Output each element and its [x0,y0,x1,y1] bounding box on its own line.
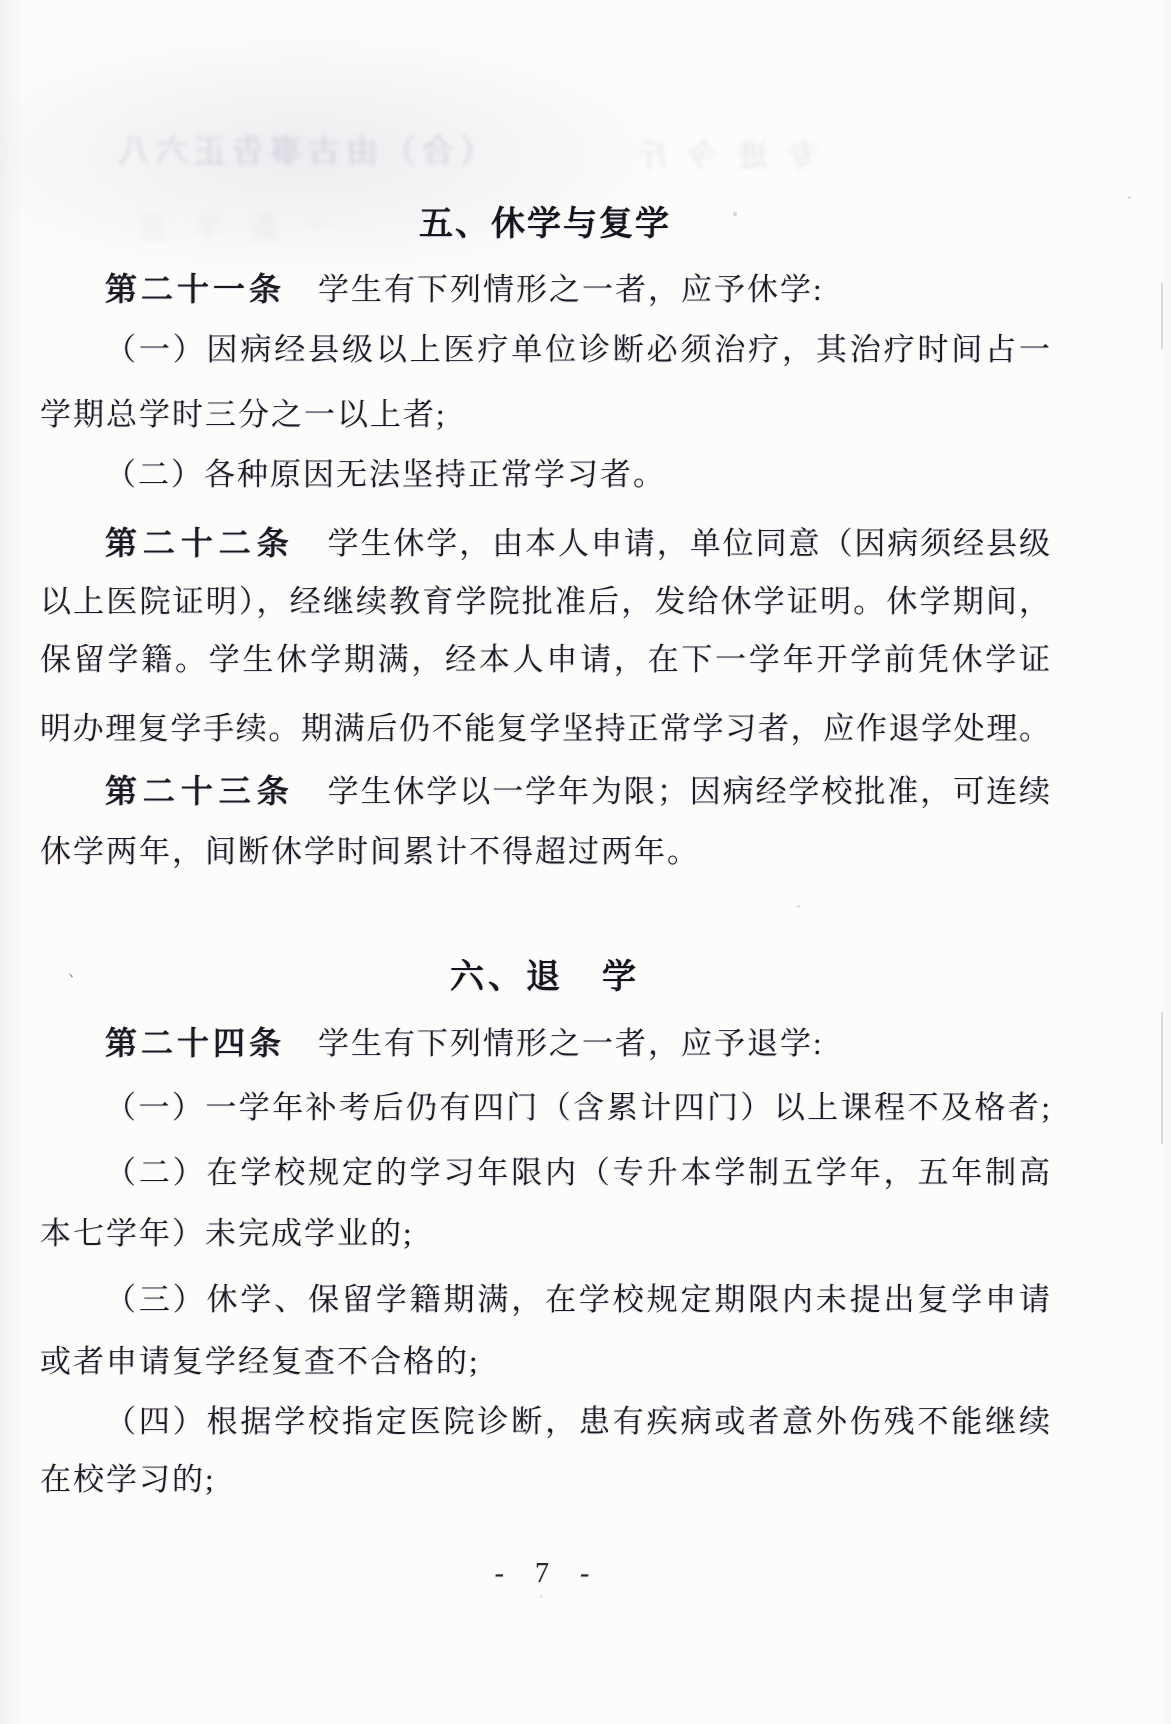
text-line [40,393,1050,437]
line-text: （二）在学校规定的学习年限内（专升本学制五学年，五年制高 [105,1155,1050,1190]
article-line [40,1021,1050,1065]
scan-speck [797,905,800,908]
stray-ink-mark: 、 [68,963,85,980]
text-line [40,707,1050,751]
line-text: 以上医院证明），经继续教育学院批准后，发给休学证明。休学期间， [40,584,1050,619]
scan-speck [1128,196,1131,199]
line-text: （四）根据学校指定医院诊断，患有疾病或者意外伤残不能继续 [105,1404,1050,1439]
line-text: （二）各种原因无法坚持正常学习者。 [105,457,666,492]
scan-speck [733,212,737,216]
text-line [40,328,1050,372]
article-number: 第二十二条 [105,525,295,561]
section-heading-rest-and-resumption: 五、休学与复学 [419,205,671,243]
article-number: 第二十三条 [105,773,295,809]
text-line [40,1400,1050,1444]
line-text: 休学两年，间断休学时间累计不得超过两年。 [40,834,700,869]
line-text: 或者申请复学经复查不合格的; [40,1344,480,1379]
text-line [40,580,1050,624]
page-number: - 7 - [494,1558,596,1589]
line-text: （一）一学年补考后仍有四门（含累计四门）以上课程不及格者; [105,1090,1050,1125]
text-line [40,1086,1050,1130]
text-line [40,1458,1050,1502]
line-text: 学生有下列情形之一者，应予休学: [285,272,824,307]
ghost-bleedthrough-text: 专进今斤 [618,140,818,173]
line-text: 学期总学时三分之一以上者; [40,397,447,432]
line-text: 学生休学，由本人申请，单位同意（因病须经县级 [294,526,1050,561]
section-heading-withdrawal: 六、退 学 [450,958,640,996]
line-text: 保留学籍。学生休学期满，经本人申请，在下一学年开学前凭休学证 [40,642,1050,677]
line-text: （一）因病经县级以上医疗单位诊断必须治疗，其治疗时间占一 [105,332,1050,367]
line-text: 学生休学以一学年为限；因病经学校批准，可连续 [294,774,1050,809]
text-line [40,638,1050,682]
line-text: 学生有下列情形之一者，应予退学: [285,1026,824,1061]
text-line [40,1151,1050,1195]
text-line [40,1212,1050,1256]
article-number: 第二十一条 [105,271,286,307]
ghost-bleedthrough-text: （合）由古事告正六八 [112,133,493,169]
line-text: 本七学年）未完成学业的; [40,1216,414,1251]
text-line [40,1278,1050,1322]
scanner-edge-streak [1161,283,1163,349]
article-line [40,521,1050,565]
text-line [40,830,1050,874]
article-line [40,267,1050,311]
ghost-bleedthrough-text: 一条半言 [112,212,336,245]
text-line [40,1340,1050,1384]
line-text: 明办理复学手续。期满后仍不能复学坚持正常学习者，应作退学处理。 [40,711,1050,746]
line-text: （三）休学、保留学籍期满，在学校规定期限内未提出复学申请 [105,1282,1050,1317]
scan-speck [540,1595,543,1598]
scanner-edge-streak [1161,1012,1163,1144]
line-text: 在校学习的; [40,1462,216,1497]
article-line [40,769,1050,813]
article-number: 第二十四条 [105,1025,286,1061]
text-line [40,453,1050,497]
